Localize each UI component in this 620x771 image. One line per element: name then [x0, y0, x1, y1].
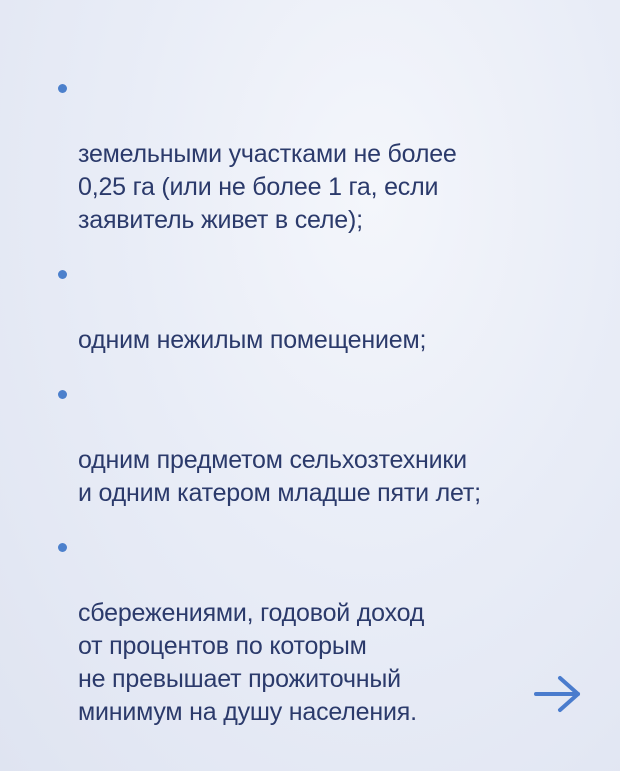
list-item-text: земельными участками не более 0,25 га (или не более 1 га, если заявитель живет в селе);	[78, 140, 457, 234]
list-item	[56, 378, 556, 510]
bullet-dot-icon	[58, 543, 67, 552]
arrow-right-icon	[530, 672, 584, 716]
bullet-dot-icon	[58, 270, 67, 279]
list-item	[56, 531, 556, 729]
list-item	[56, 258, 556, 357]
bullet-dot-icon	[58, 390, 67, 399]
list-item-text: сбережениями, годовой доход от процентов по которым не превышает прожиточный минимум на душу населения.	[78, 599, 425, 726]
next-slide-button[interactable]	[530, 672, 584, 716]
list-item-text: одним нежилым помещением;	[78, 326, 427, 354]
list-item-text: одним предметом сельхозтехники и одним катером младше пяти лет;	[78, 446, 481, 507]
list-item	[56, 72, 556, 237]
bullet-dot-icon	[58, 84, 67, 93]
conditions-list	[56, 72, 556, 750]
